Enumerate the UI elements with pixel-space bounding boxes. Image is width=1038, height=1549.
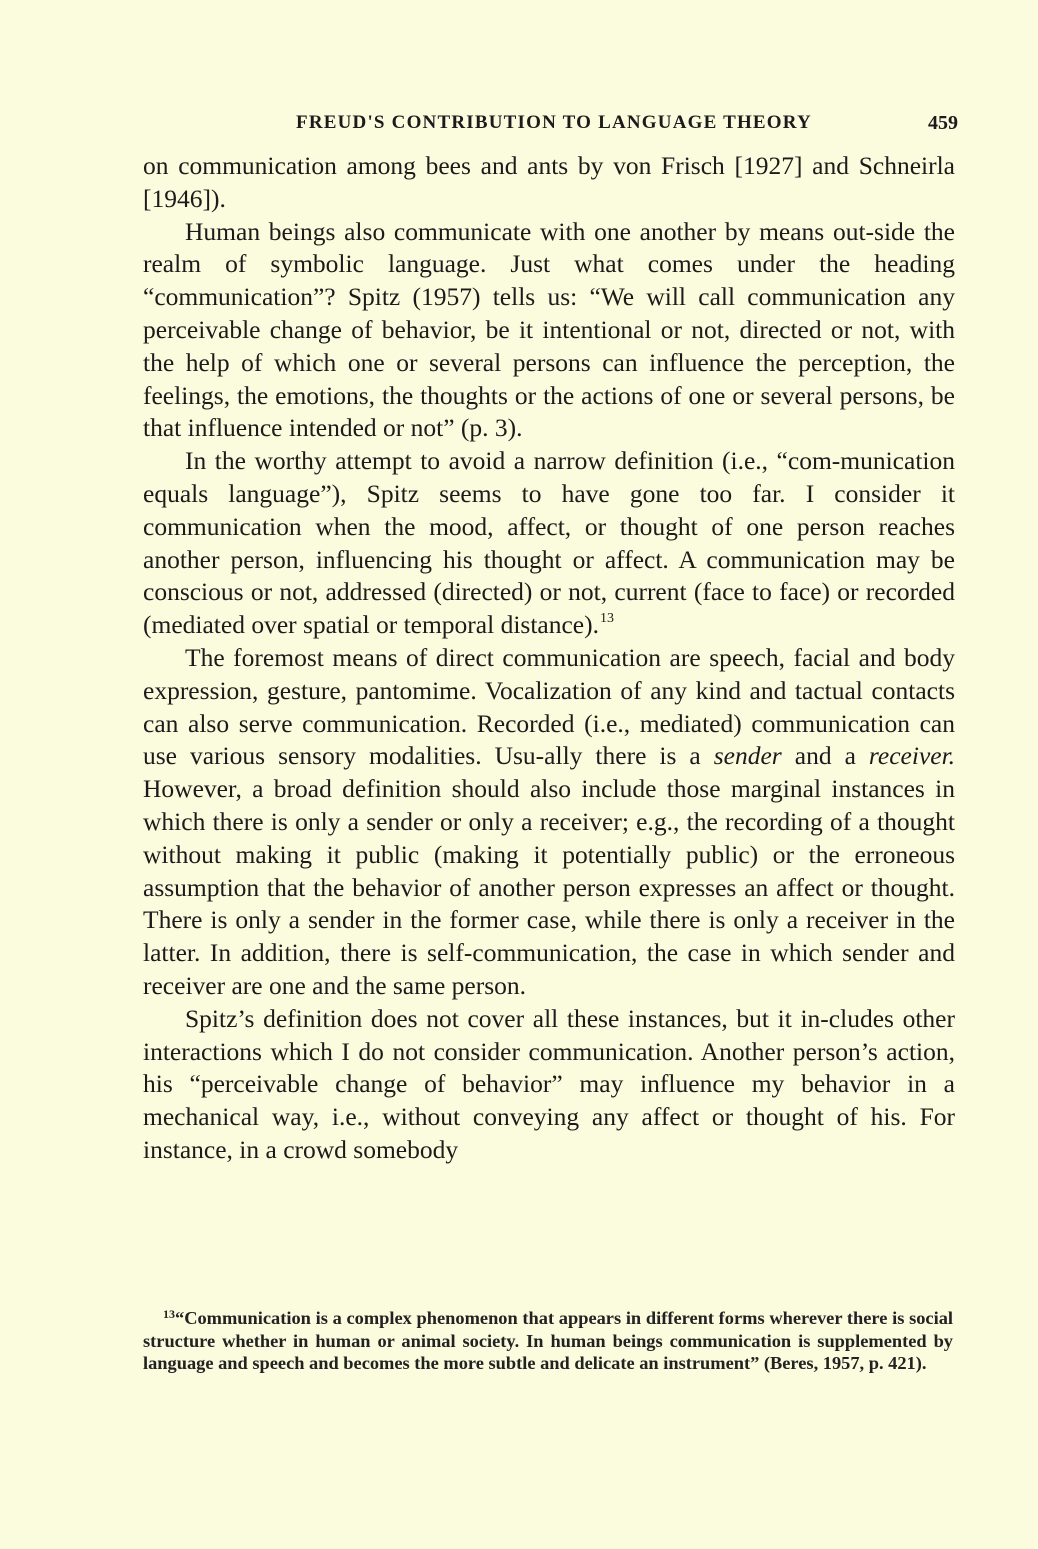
- page-number: 459: [928, 112, 958, 134]
- footnote-number: 13: [163, 1307, 175, 1321]
- body-text: [143, 150, 955, 1167]
- paragraph-1: on communication among bees and ants by von Frisch [1927] and Schneirla [1946]).: [143, 151, 955, 213]
- paragraph-2: Human beings also communicate with one another by means out-side the realm of symbolic language. Just what comes under the heading “communication”? Spitz (1957) tells us: “We will call communication any perceivable change of behavior, be it intentional or not, directed or not, with the help of which one or several persons can influence the perception, the feelings, the emotions, the thoughts or the actions of one or several persons, be that influence intended or not” (p. 3).: [143, 216, 955, 443]
- paragraph-4: [143, 642, 955, 1003]
- running-title: FREUD'S CONTRIBUTION TO LANGUAGE THEORY: [296, 112, 812, 133]
- term-sender: sender: [713, 741, 782, 771]
- paragraph-3: [143, 445, 955, 642]
- paragraph-5: Spitz’s definition does not cover all these instances, but it in-cludes other interactions which I do not consider communication. Another person’s action, his “perceivable change of behavior” may influence my behavior in a mechanical way, i.e., without conveying any affect or thought of his. For instance, in a crowd somebody: [143, 1003, 955, 1164]
- paragraph-3-text: In the worthy attempt to avoid a narrow definition (i.e., “com-munication equals language”), Spitz seems to have gone too far. I consider it communication when the mood, affect, or thought of one person reaches another person, influencing his thought or affect. A communication may be conscious or not, addressed (directed) or not, current (face to face) or recorded (mediated over spatial or temporal distance).: [143, 446, 955, 640]
- footnote: [143, 1307, 953, 1375]
- paragraph-4-part-b: and a: [794, 741, 856, 771]
- footnote-text: “Communication is a complex phenomenon that appears in different forms wherever there is social structure whether in human or animal society. In human beings communication is supplemented by language and speech and becomes the more subtle and delicate an instrument” (Beres, 1957, p. 421).: [143, 1308, 953, 1374]
- running-head: [143, 108, 958, 138]
- term-receiver: receiver.: [868, 741, 956, 771]
- paragraph-4-part-c: However, a broad definition should also include those marginal instances in which there is only a sender or only a receiver; e.g., the recording of a thought without making it public (making it potentially public) or the erroneous assumption that the behavior of another person expresses an affect or thought. There is only a sender in the former case, while there is only a receiver in the latter. In addition, there is self-communication, the case in which sender and receiver are one and the same person.: [143, 774, 955, 1000]
- footnote-reference[interactable]: 13: [600, 611, 614, 627]
- paragraph-4-part-a: The foremost means of direct communication are speech, facial and body expression, gesture, pantomime. Vocalization of any kind and tactual contacts can also serve communication. Recorded (i.e., mediated) communication can use various sensory modalities. Usu-ally there is a: [143, 642, 955, 771]
